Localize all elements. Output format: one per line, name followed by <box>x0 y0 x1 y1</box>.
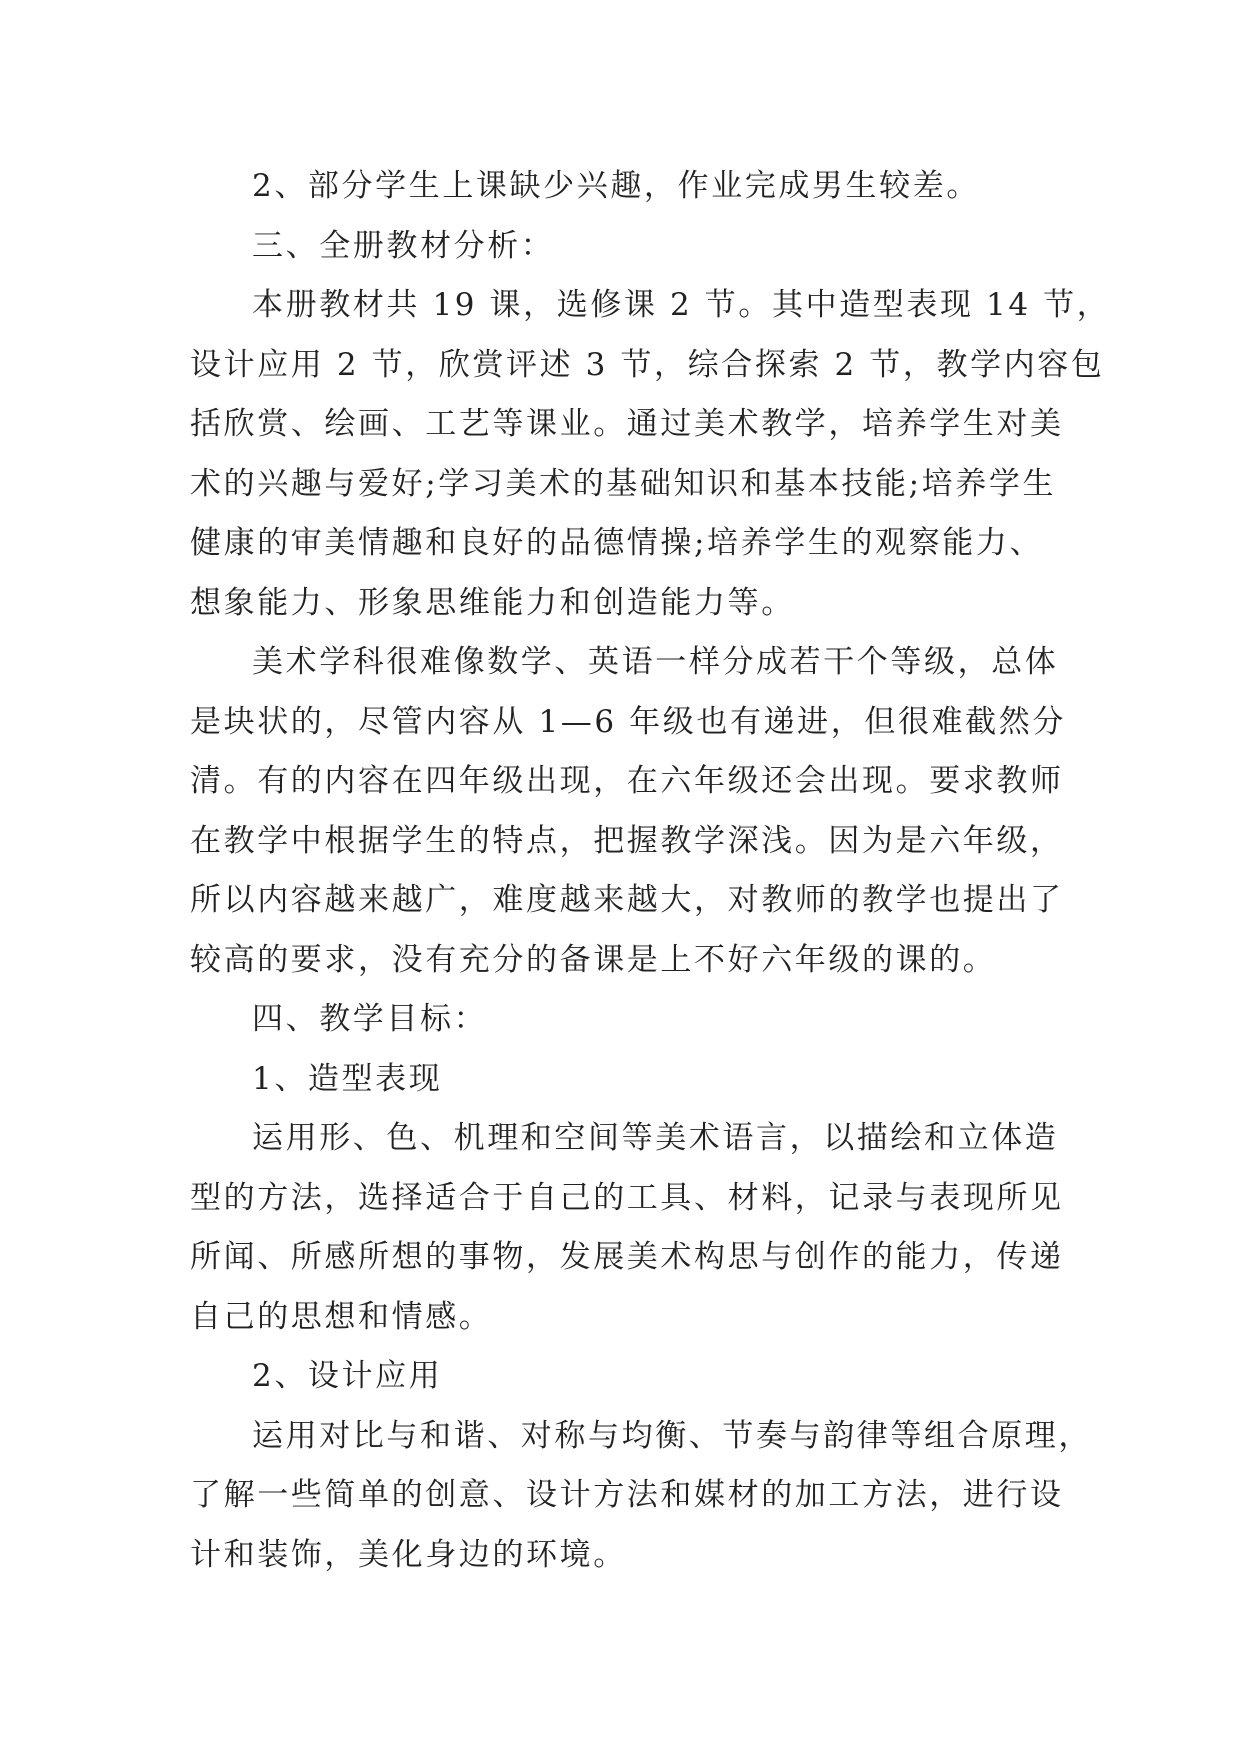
text-line: 设计应用 2 节，欣赏评述 3 节，综合探索 2 节，教学内容包 <box>190 346 1105 383</box>
text-line: 是块状的，尽管内容从 1—6 年级也有递进，但很难截然分 <box>190 703 1066 740</box>
text-line: 想象能力、形象思维能力和创造能力等。 <box>190 584 795 621</box>
document-body <box>190 157 1111 1585</box>
text-line: 了解一些简单的创意、设计方法和媒材的加工方法，进行设 <box>190 1477 1064 1513</box>
text-line: 运用形、色、机理和空间等美术语言，以描绘和立体造 <box>252 1120 1059 1156</box>
text-line: 较高的要求，没有充分的备课是上不好六年级的课的。 <box>190 941 997 978</box>
text-line: 括欣赏、绘画、工艺等课业。通过美术教学，培养学生对美 <box>190 406 1064 442</box>
subsection-heading: 1、造型表现 <box>252 1060 443 1097</box>
text-line: 清。有的内容在四年级出现，在六年级还会出现。要求教师 <box>190 763 1064 799</box>
text-line: 自己的思想和情感。 <box>190 1298 493 1335</box>
text-line: 所闻、所感所想的事物，发展美术构思与创作的能力，传递 <box>190 1239 1064 1275</box>
text-line: 型的方法，选择适合于自己的工具、材料，记录与表现所见 <box>190 1179 1064 1216</box>
text-line: 美术学科很难像数学、英语一样分成若干个等级，总体 <box>252 644 1059 680</box>
text-line: 健康的审美情趣和良好的品德情操;培养学生的观察能力、 <box>190 525 1044 561</box>
section-heading: 四、教学目标： <box>252 1001 488 1037</box>
subsection-heading: 2、设计应用 <box>252 1358 443 1394</box>
text-line: 在教学中根据学生的特点，把握教学深浅。因为是六年级， <box>190 822 1064 859</box>
text-line: 2、部分学生上课缺少兴趣，作业完成男生较差。 <box>252 168 980 204</box>
text-line: 所以内容越来越广，难度越来越大，对教师的教学也提出了 <box>190 882 1064 918</box>
section-heading: 三、全册教材分析： <box>252 227 555 264</box>
text-line: 本册教材共 19 课，选修课 2 节。其中造型表现 14 节， <box>252 287 1111 323</box>
text-line: 计和装饰，美化身边的环境。 <box>190 1536 627 1573</box>
text-line: 运用对比与和谐、对称与均衡、节奏与韵律等组合原理， <box>252 1417 1092 1454</box>
text-line: 术的兴趣与爱好;学习美术的基础知识和基本技能;培养学生 <box>190 465 1057 502</box>
